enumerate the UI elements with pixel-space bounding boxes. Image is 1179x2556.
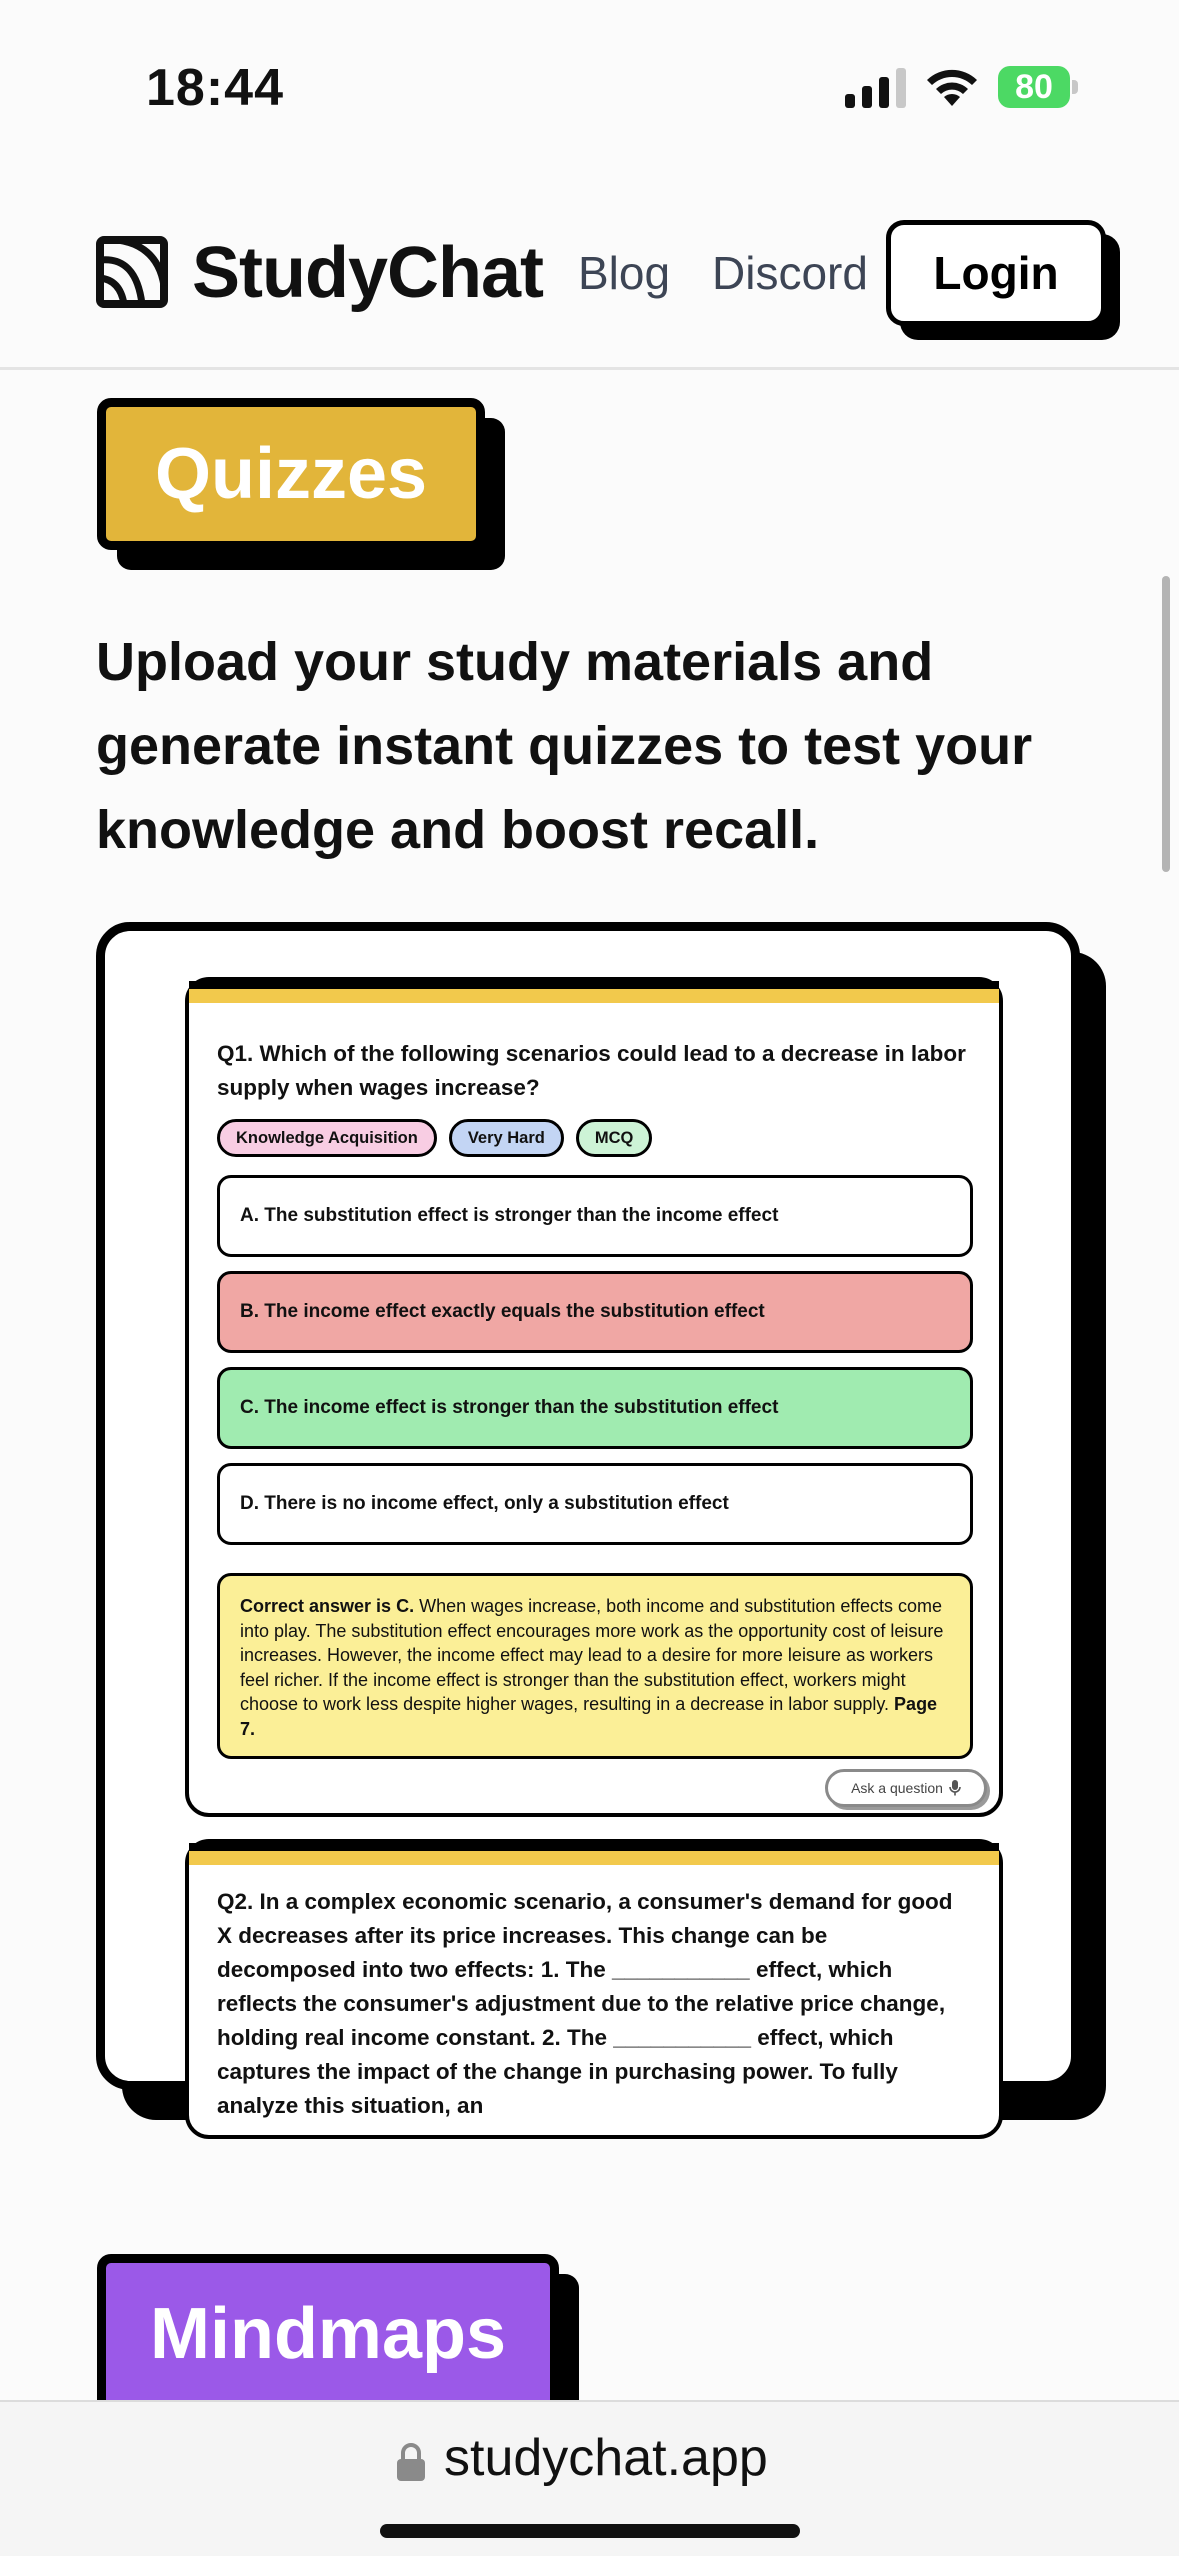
quiz-card-2 [185, 1839, 1003, 2139]
login-button[interactable]: Login [886, 220, 1106, 326]
explanation-page: Page 7. [240, 1694, 938, 1739]
microphone-icon [949, 1780, 961, 1796]
status-time: 18:44 [146, 59, 284, 117]
pill-knowledge-acquisition: Knowledge Acquisition [217, 1119, 437, 1157]
battery-icon [998, 66, 1078, 108]
answer-option-c-correct[interactable]: C. The income effect is stronger than the substitution effect [217, 1367, 973, 1449]
url-text[interactable]: studychat.app [444, 2429, 768, 2487]
card-accent-bar [189, 1843, 999, 1865]
explanation-text: When wages increase, both income and substitution effects come into play. The substitution effect encourages more work as the opportunity cost of leisure increases. However, the income effect may lead to a desire for more leisure as workers feel richer. If the income effect is stronger than the substitution effect, workers might choose to work less despite higher wages, resulting in a decrease in labor supply. [240, 1596, 944, 1714]
ask-question-label: Ask a question [851, 1780, 943, 1796]
explanation-lead: Correct answer is C. [240, 1596, 415, 1616]
nav-link-discord[interactable]: Discord [712, 247, 868, 299]
quiz-tags [217, 1119, 652, 1157]
quizzes-section-tag: Quizzes [97, 398, 485, 550]
quiz-question-2: Q2. In a complex economic scenario, a consumer's demand for good X decreases after its price increases. This change can be decomposed into two effects: 1. The ___________ effect, which reflects the consumer's adjustment due to the relative price change, holding real income constant. 2. The ___________ effect, which captures the impact of the change in purchasing power. To fully analyze this situation, an [217, 1889, 953, 2118]
nav-link-blog[interactable]: Blog [578, 247, 671, 299]
quiz-card-1 [185, 977, 1003, 1817]
battery-level: 80 [998, 66, 1070, 108]
studychat-logo-icon[interactable] [96, 236, 168, 308]
answer-option-b-wrong[interactable]: B. The income effect exactly equals the substitution effect [217, 1271, 973, 1353]
answer-explanation [217, 1573, 973, 1759]
card-accent-bar [189, 981, 999, 1003]
ask-question-button[interactable] [825, 1769, 987, 1807]
mindmaps-section-tag: Mindmaps [97, 2254, 559, 2414]
quizzes-description: Upload your study materials and generate instant quizzes to test your knowledge and boost recall. [96, 632, 1033, 860]
lock-icon [396, 2442, 426, 2482]
answer-option-d[interactable]: D. There is no income effect, only a substitution effect [217, 1463, 973, 1545]
answer-option-a[interactable]: A. The substitution effect is stronger than the income effect [217, 1175, 973, 1257]
site-header [0, 170, 1179, 370]
quiz-demo-frame [96, 922, 1080, 2118]
cellular-signal-icon [845, 68, 907, 108]
pill-difficulty: Very Hard [449, 1119, 564, 1157]
brand-name[interactable]: StudyChat [192, 233, 543, 313]
pill-question-type: MCQ [576, 1119, 653, 1157]
status-bar [0, 0, 1179, 170]
quiz-question-1: Q1. Which of the following scenarios could lead to a decrease in labor supply when wages increase? [217, 1041, 966, 1100]
wifi-icon [924, 66, 980, 108]
page-scrollbar[interactable] [1162, 576, 1170, 872]
browser-url-bar[interactable] [0, 2400, 1179, 2556]
home-indicator[interactable] [380, 2524, 800, 2538]
